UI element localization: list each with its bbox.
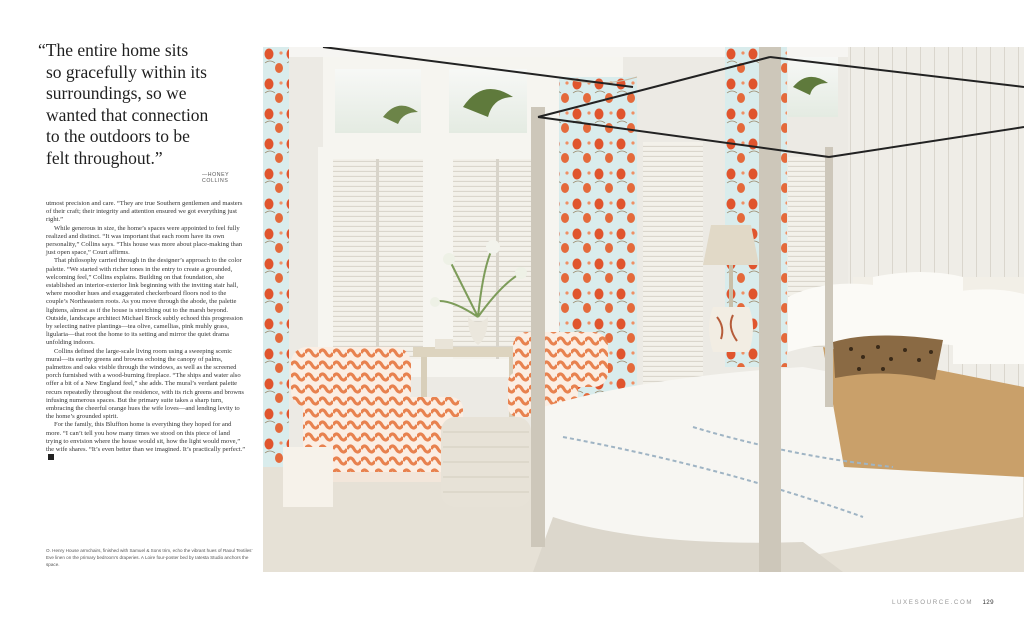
- body-paragraph: Collins defined the large-scale living room using a sweeping scenic mural—its earthy greens and browns echoing the canopy of palms, palmettos and oaks visible through the windows, as well as the screened porch furnished with a wood-burning fireplace. “The ships and water also offer a bit of a New England feel,” she adds. The mural’s verdant palette recurs repeatedly throughout the residence, with its rich greens and browns infusing numerous spaces. But the primary suite takes a sharp turn, embracing the cheerful orange hues the wife loves—and lending levity to the home’s grounded spirit.: [46, 347, 244, 421]
- bedroom-photo: [263, 47, 1024, 572]
- body-paragraph: That philosophy carried through in the designer’s approach to the color palette. “We started with richer tones in the entry to create a grounded, welcoming feel,” Collins explains. Building on that foundation, she established an interior-exterior link beginning with the inviting stair hall, where moodier hues and exaggerated checkerboard floors nod to the couple’s Northeastern roots. As you move through the abode, the palette lightens, almost as if the house is stretching out to the marsh beyond. Outside, landscape architect Michael Brock subtly echoed this progression by selecting native plantings—tea olive, camellias, pink muhly grass, ligularia—that root the home to its setting and mirror the quiet drama unfolding indoors.: [46, 257, 243, 347]
- end-mark-icon: [48, 454, 54, 460]
- quote-line: to the outdoors to be: [46, 126, 190, 146]
- quote-line: wanted that connection: [46, 104, 209, 125]
- quote-line: felt throughout.”: [46, 147, 163, 168]
- ottoman: [441, 417, 531, 507]
- body-paragraph-last: [46, 421, 246, 462]
- article-body: [46, 200, 246, 463]
- footer-site: LUXESOURCE.COM: [891, 599, 974, 606]
- photo-caption: O. Henry House armchairs, finished with Samuel & Sons trim, echo the vibrant hues of Raoul Textiles’ Eve linen on the primary bedroom’s draperies. A Loire four-poster bed by Iatesta Studio anchors the space.: [46, 548, 253, 567]
- body-paragraph: utmost precision and care. “They are true Southern gentlemen and masters of their craft; their integrity and attention ensured we got everything just right.”: [46, 200, 243, 224]
- bedroom-illustration: [263, 47, 1024, 572]
- quote-line: “The entire home sits: [38, 40, 189, 60]
- page-number: 129: [982, 599, 994, 606]
- body-paragraph: While generous in size, the home’s spaces were appointed to feel fully realized and distinct. “It was important that each room have its own personality,” Collins says. “This house was more about place-making than just open space,” Court affirms.: [46, 224, 243, 257]
- pull-quote: [36, 40, 248, 169]
- quote-attribution: —HONEY COLLINS: [202, 172, 230, 184]
- body-paragraph-text: For the family, this Bluffton home is everything they hoped for and more. “I can’t tell you how many times we stood on this piece of land trying to envision where the house would sit, how the light would move,” the wife shares. “It’s even better than we imagined. It’s practically perfect.”: [46, 421, 246, 454]
- quote-line: so gracefully within its: [46, 61, 207, 82]
- page-footer: [892, 599, 994, 606]
- pull-quote-block: [36, 40, 248, 184]
- quote-line: surroundings, so we: [46, 83, 187, 103]
